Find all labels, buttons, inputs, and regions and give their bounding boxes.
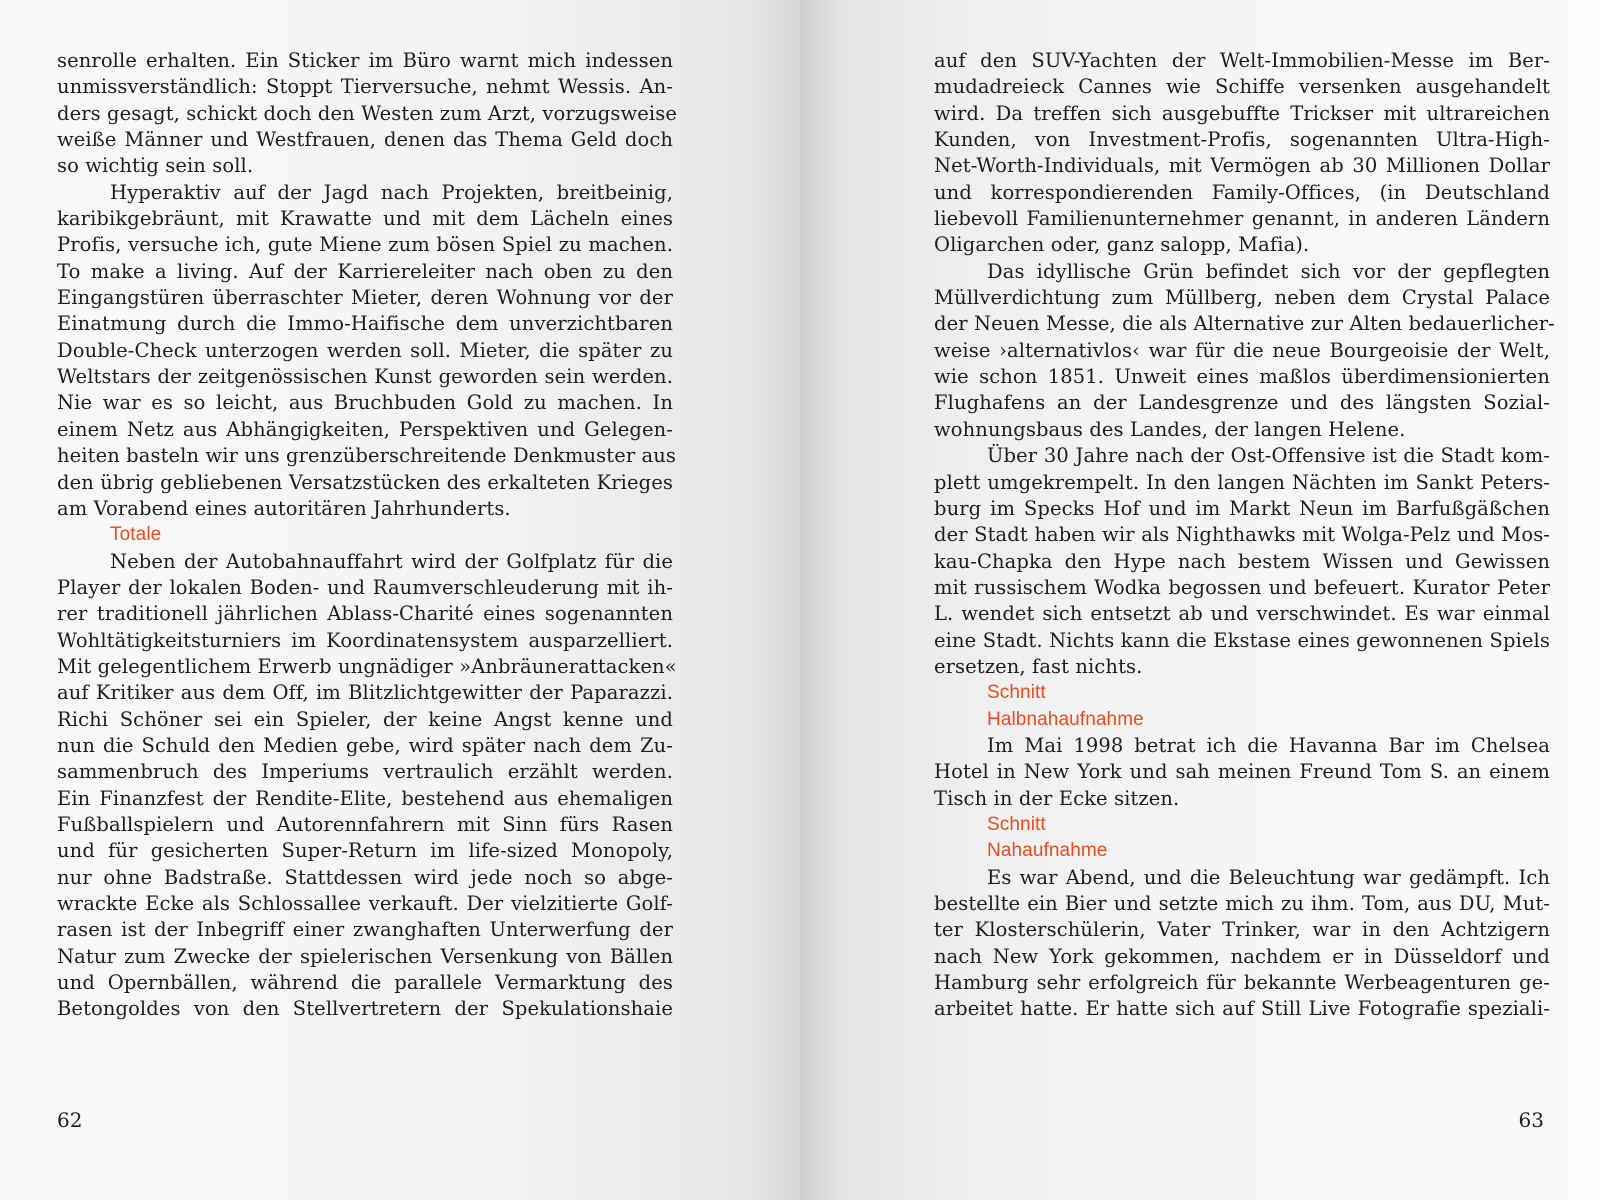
text-line: Ein Finanzfest der Rendite-Elite, bestehend aus ehemaligen xyxy=(57,786,673,810)
text-line: Flughafens an der Landesgrenze und des längsten Sozial- xyxy=(934,391,1550,415)
left-page-text xyxy=(57,48,677,1023)
text-line: nun die Schuld den Medien gebe, wird später nach dem Zu- xyxy=(57,733,673,757)
text-line: Einatmung durch die Immo-Haifische dem unverzichtbaren xyxy=(57,312,673,336)
text-line: rer traditionell jährlichen Ablass-Charité eines sogenannten xyxy=(57,602,673,626)
page-number: 62 xyxy=(57,1108,83,1132)
text-line: liebevoll Familienunternehmer genannt, in anderen Ländern xyxy=(934,207,1550,231)
text-line: Mit gelegentlichem Erwerb ungnädiger »Anbräunerattacken« xyxy=(57,654,677,678)
text-line: Hotel in New York und sah meinen Freund Tom S. an einem xyxy=(934,760,1550,784)
section-heading-halbnahaufnahme: Halbnahaufnahme xyxy=(987,708,1144,730)
text-line: wrackte Ecke als Schlossallee verkauft. Der vielzitierte Golf- xyxy=(57,892,673,915)
text-line: einem Netz aus Abhängigkeiten, Perspektiven und Gelegen- xyxy=(57,417,673,441)
right-page xyxy=(800,0,1600,1200)
text-line: Profis, versuche ich, gute Miene zum bösen Spiel zu machen. xyxy=(57,233,673,257)
text-line: nur ohne Badstraße. Stattdessen wird jede noch so abge- xyxy=(57,865,673,889)
text-line: Hamburg sehr erfolgreich für bekannte Werbeagenturen ge- xyxy=(934,971,1550,995)
text-line: mudadreieck Cannes wie Schiffe versenken ausgehandelt xyxy=(934,75,1550,99)
text-line: Im Mai 1998 betrat ich die Havanna Bar im Chelsea xyxy=(987,733,1550,757)
text-line: plett umgekrempelt. In den langen Nächten im Sankt Peters- xyxy=(934,470,1550,494)
text-line: Richi Schöner sei ein Spieler, der keine Angst kenne und xyxy=(57,707,673,731)
text-line: Tisch in der Ecke sitzen. xyxy=(934,786,1180,810)
text-line: der Neuen Messe, die als Alternative zur Alten bedauerlicher- xyxy=(934,312,1555,336)
text-line: und Opernbällen, während die parallele Vermarktung des xyxy=(57,971,673,995)
text-line: Net-Worth-Individuals, mit Vermögen ab 30 Millionen Dollar xyxy=(934,154,1550,178)
text-line: wie schon 1851. Unweit eines maßlos überdimensionierten xyxy=(934,365,1550,389)
text-line: bestellte ein Bier und setzte mich zu ihm. Tom, aus DU, Mut- xyxy=(934,892,1550,915)
text-line: den übrig gebliebenen Versatzstücken des erkalteten Krieges xyxy=(57,470,673,494)
text-line: Betongoldes von den Stellvertretern der Spekulationshaie xyxy=(57,997,673,1021)
text-line: mit russischem Wodka begossen und befeuert. Kurator Peter xyxy=(934,575,1550,599)
text-line: Neben der Autobahnauffahrt wird der Golfplatz für die xyxy=(110,549,673,573)
text-line: karibikgebräunt, mit Krawatte und mit dem Lächeln eines xyxy=(57,207,673,231)
text-line: L. wendet sich entsetzt ab und verschwindet. Es war einmal xyxy=(934,602,1550,626)
text-line: ter Klosterschülerin, Vater Trinker, war in den Achtzigern xyxy=(934,918,1550,942)
section-heading-nahaufnahme: Nahaufnahme xyxy=(987,840,1108,862)
text-line: senrolle erhalten. Ein Sticker im Büro warnt mich indessen xyxy=(57,49,673,72)
text-line: Weltstars der zeitgenössischen Kunst geworden sein werden. xyxy=(57,365,673,389)
text-line: der Stadt haben wir als Nighthawks mit Wolga-Pelz und Mos- xyxy=(934,523,1550,547)
text-line: Müllverdichtung zum Müllberg, neben dem Crystal Palace xyxy=(934,286,1550,310)
text-line: wohnungsbaus des Landes, der langen Helene. xyxy=(934,417,1406,441)
text-line: Oligarchen oder, ganz salopp, Mafia). xyxy=(934,233,1310,257)
text-line: Eingangstüren überraschter Mieter, deren Wohnung vor der xyxy=(57,286,673,310)
text-line: eine Stadt. Nichts kann die Ekstase eines gewonnenen Spiels xyxy=(934,628,1550,652)
text-line: ders gesagt, schickt doch den Westen zum Arzt, vorzugsweise xyxy=(57,101,677,125)
text-line: Es war Abend, und die Beleuchtung war gedämpft. Ich xyxy=(987,865,1550,889)
text-line: auf den SUV-Yachten der Welt-Immobilien-Messe im Ber- xyxy=(934,49,1550,72)
text-line: wird. Da treffen sich ausgebuffte Trickser mit ultrareichen xyxy=(934,101,1550,125)
text-line: so wichtig sein soll. xyxy=(57,154,254,178)
text-line: kau-Chapka den Hype nach bestem Wissen und Gewissen xyxy=(934,549,1550,573)
text-line: weiße Männer und Westfrauen, denen das Thema Geld doch xyxy=(57,128,673,152)
page-number: 63 xyxy=(1518,1108,1544,1132)
text-line: auf Kritiker aus dem Off, im Blitzlichtgewitter der Paparazzi. xyxy=(57,681,673,705)
text-line: burg im Specks Hof und im Markt Neun im Barfußgäßchen xyxy=(934,496,1550,520)
text-line: Player der lokalen Boden- und Raumverschleuderung mit ih- xyxy=(57,575,673,599)
text-line: To make a living. Auf der Karriereleiter nach oben zu den xyxy=(57,259,673,283)
section-heading-totale: Totale xyxy=(110,524,162,546)
section-heading-schnitt: Schnitt xyxy=(987,813,1046,835)
text-line: Natur zum Zwecke der spielerischen Versenkung von Bällen xyxy=(57,944,673,968)
text-line: Hyperaktiv auf der Jagd nach Projekten, breitbeinig, xyxy=(110,180,673,204)
text-line: am Vorabend eines autoritären Jahrhunderts. xyxy=(57,496,511,520)
text-line: Das idyllische Grün befindet sich vor der gepflegten xyxy=(987,259,1550,283)
text-line: Über 30 Jahre nach der Ost-Offensive ist die Stadt kom- xyxy=(987,444,1550,468)
text-line: heiten basteln wir uns grenzüberschreitende Denkmuster aus xyxy=(57,444,677,468)
section-heading-schnitt: Schnitt xyxy=(987,682,1046,704)
text-line: rasen ist der Inbegriff einer zwanghaften Unterwerfung der xyxy=(57,918,673,942)
text-line: unmissverständlich: Stoppt Tierversuche, nehmt Wessis. An- xyxy=(57,75,673,99)
text-line: weise ›alternativlos‹ war für die neue Bourgeoisie der Welt, xyxy=(934,338,1550,362)
text-line: arbeitet hatte. Er hatte sich auf Still Live Fotografie speziali- xyxy=(934,997,1550,1021)
text-line: ersetzen, fast nichts. xyxy=(934,654,1143,678)
text-line: und korrespondierenden Family-Offices, (in Deutschland xyxy=(934,180,1550,204)
text-line: Double-Check unterzogen werden soll. Mieter, die später zu xyxy=(57,338,673,362)
text-line: Wohltätigkeitsturniers im Koordinatensystem ausparzelliert. xyxy=(57,628,673,652)
text-line: Kunden, von Investment-Profis, sogenannten Ultra-High- xyxy=(934,128,1550,152)
text-line: Nie war es so leicht, aus Bruchbuden Gold zu machen. In xyxy=(57,391,673,415)
text-line: Fußballspielern und Autorennfahrern mit Sinn fürs Rasen xyxy=(57,812,673,836)
text-line: nach New York gekommen, nachdem er in Düsseldorf und xyxy=(934,944,1550,968)
text-line: und für gesicherten Super-Return im life-sized Monopoly, xyxy=(57,839,673,863)
right-page-text xyxy=(934,48,1555,1023)
text-line: sammenbruch des Imperiums vertraulich erzählt werden. xyxy=(57,760,673,784)
